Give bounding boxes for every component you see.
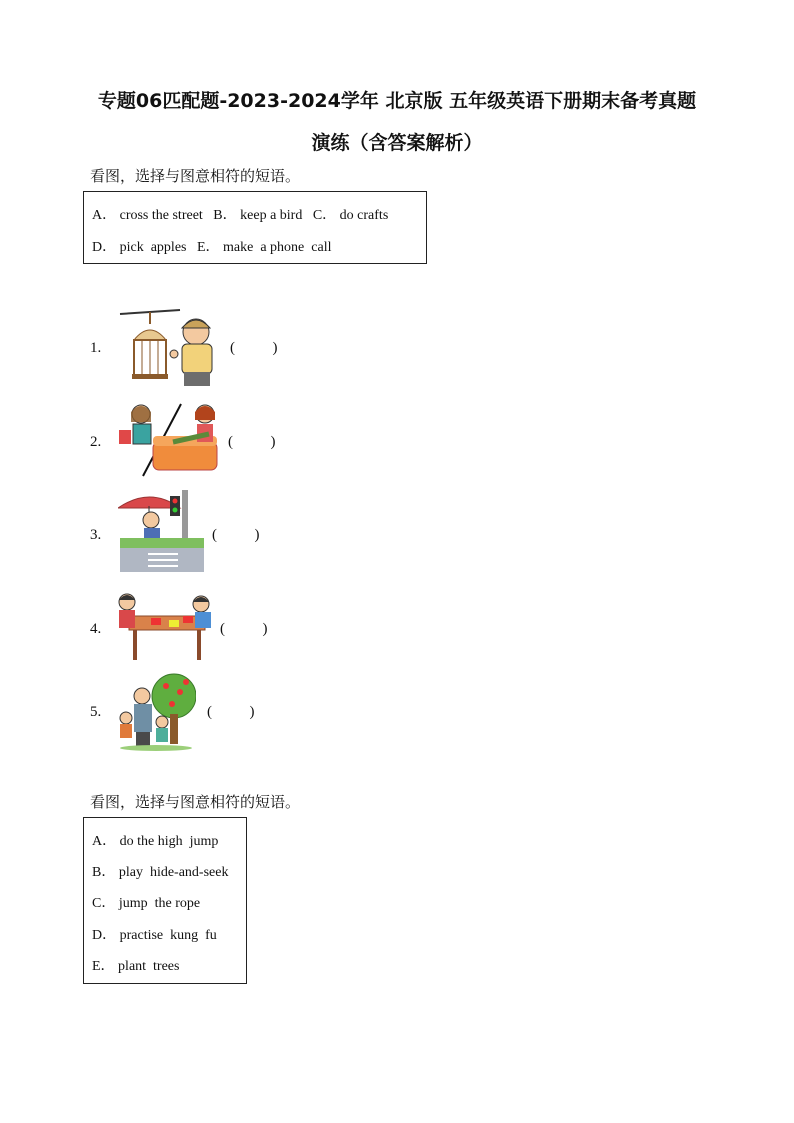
option-e: E． plant trees	[92, 959, 180, 974]
question-3-picture	[118, 490, 204, 576]
options-row-2: D． pick apples E． make a phone call	[92, 240, 332, 255]
question-5-number: 5.	[90, 704, 102, 720]
section2-options-box	[83, 817, 247, 984]
question-2-answer-blank[interactable]: ( )	[228, 434, 276, 450]
question-2-picture	[113, 400, 223, 480]
option-c: C． jump the rope	[92, 896, 201, 911]
section1-options-box	[83, 191, 427, 264]
question-5-picture	[116, 672, 196, 752]
question-3-number: 3.	[90, 527, 102, 543]
document-title-line-2: 演练（含答案解析）	[311, 132, 483, 154]
document-title-line-1: 专题06匹配题-2023-2024学年 北京版 五年级英语下册期末备考真题	[97, 90, 697, 112]
section1-instruction: 看图，选择与图意相符的短语。	[90, 167, 301, 185]
question-4-number: 4.	[90, 621, 102, 637]
question-1-answer-blank[interactable]: ( )	[230, 340, 278, 356]
question-1-picture	[118, 306, 218, 392]
question-2-number: 2.	[90, 434, 102, 450]
question-4-picture	[113, 592, 217, 664]
option-b: B． play hide-and-seek	[92, 865, 229, 880]
question-3-answer-blank[interactable]: ( )	[212, 527, 260, 543]
section2-instruction: 看图，选择与图意相符的短语。	[90, 793, 301, 811]
option-d: D． practise kung fu	[92, 928, 217, 943]
options-row-1: A． cross the street B． keep a bird C． do crafts	[92, 208, 389, 223]
question-4-answer-blank[interactable]: ( )	[220, 621, 268, 637]
question-5-answer-blank[interactable]: ( )	[207, 704, 255, 720]
question-1-number: 1.	[90, 340, 102, 356]
option-a: A． do the high jump	[92, 834, 219, 849]
